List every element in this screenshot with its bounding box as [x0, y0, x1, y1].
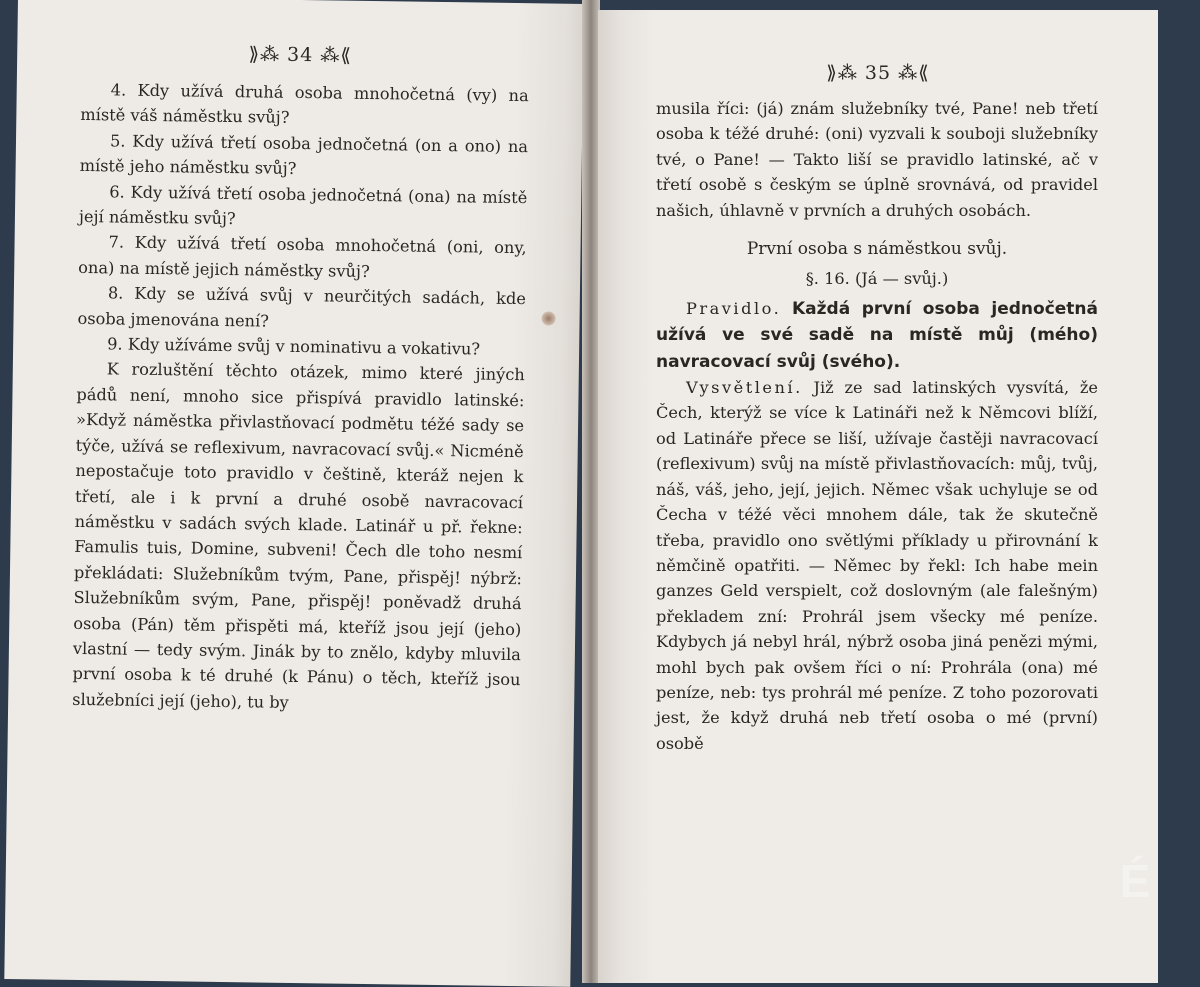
intro-paragraph: musila říci: (já) znám služebníky tvé, Pane! neb třetí osoba k téžé druhé: (oni) vyzvali k souboji služebníky tvé, o Pane! — Takto liší se pravidlo latinské, ač v třetí osobě s českým se úplně srovnává, od pravidel našich, úhlavně v prvních a druhých osobách. — [656, 99, 1098, 220]
paper-stain — [541, 311, 555, 325]
left-page — [4, 0, 584, 987]
question-9: 9. Kdy užíváme svůj v nominativu a vokativu? — [107, 334, 481, 359]
left-page-text — [8, 76, 583, 719]
right-page-text — [598, 84, 1158, 756]
section-number: §. 16. (Já — svůj.) — [805, 269, 949, 289]
question-4: 4. Kdy užívá druhá osoba mnohočetná (vy) na místě váš náměstku svůj? — [80, 80, 529, 128]
rule-text: Každá první osoba jednočetná užívá ve své sadě na místě můj (mého) navracovací svůj (svého). — [656, 298, 1099, 372]
section-title: První osoba s náměstkou svůj. — [746, 239, 1008, 260]
page-header-35: ⟫⁂ 35 ⁂⟪ — [826, 62, 930, 84]
right-page — [598, 10, 1158, 983]
explanation-paragraph: K rozluštění těchto otázek, mimo které jiných pádů není, mnoho sice přispívá pravidlo latinské: »Když náměstka přivlastňovací podmětu téžé sady se týče, užívá se reflexivum, navracovací svůj.« Nicméně nepostačuje toto pravidlo v češtině, kteráž nejen k třetí, ale i k první a druhé osobě navracovací náměstku v sadách svých klade. Latinář u př. řekne: Famulis tuis, Domine, subveni! Čech dle toho nesmí překládati: Služebníkům tvým, Pane, přispěj! nýbrž: Služebníkům svým, Pane, přispěj! poněvadž druhá osoba (Pán) těm přispěti má, kteříž jsou její (jeho) vlastní — tedy svým. Jinák by to znělo, kdyby mluvila první osoba k té druhé (k Pánu) o těch, kteříž jsou služebníci její (jeho), tu by — [72, 359, 525, 712]
rule-label: Pravidlo. — [686, 298, 782, 318]
explanation-paragraph-right — [656, 375, 1098, 756]
corner-watermark: É — [1119, 855, 1151, 907]
question-8: 8. Kdy se užívá svůj v neurčitých sadách, kde osoba jmenována není? — [77, 283, 526, 331]
question-7: 7. Kdy užívá třetí osoba mnohočetná (oni, ony, ona) na místě jejich náměstky svůj? — [78, 232, 527, 281]
explanation-text: Již ze sad latinských vysvítá, že Čech, kterýž se více k Latináři než k Němcovi blíží, od Latináře přece se liší, užívaje častěji navracovací (reflexivum) svůj na místě přivlastňovacích: můj, tvůj, náš, váš, jeho, její, jejich. Němec však uchyluje se od Čecha v téžé věci mnohem dále, tak že skutečně třeba, pravidlo ono světlými příklady u přirovnání k němčině opatřiti. — Němec by řekl: Ich habe mein ganzes Geld verspielt, což doslovným (ale falešným) překladem zní: Prohrál jsem všecky mé peníze. Kdybych já nebyl hrál, nýbrž osoba jiná penězi mými, mohl bych pak ovšem říci o ní: Prohrála (ona) mé peníze, neb: tys prohrál mé peníze. Z toho pozorovati jest, že když druhá neb třetí osoba o mé (první) osobě — [656, 378, 1098, 753]
question-5: 5. Kdy užívá třetí osoba jednočetná (on a ono) na místě jeho náměstku svůj? — [79, 131, 529, 179]
explanation-label: Vysvětlení. — [686, 378, 803, 398]
rule-paragraph — [656, 296, 1098, 375]
page-header-34: ⟫⁂ 34 ⁂⟪ — [248, 43, 353, 67]
question-6: 6. Kdy užívá třetí osoba jednočetná (ona) na místě její náměstku svůj? — [78, 181, 528, 229]
